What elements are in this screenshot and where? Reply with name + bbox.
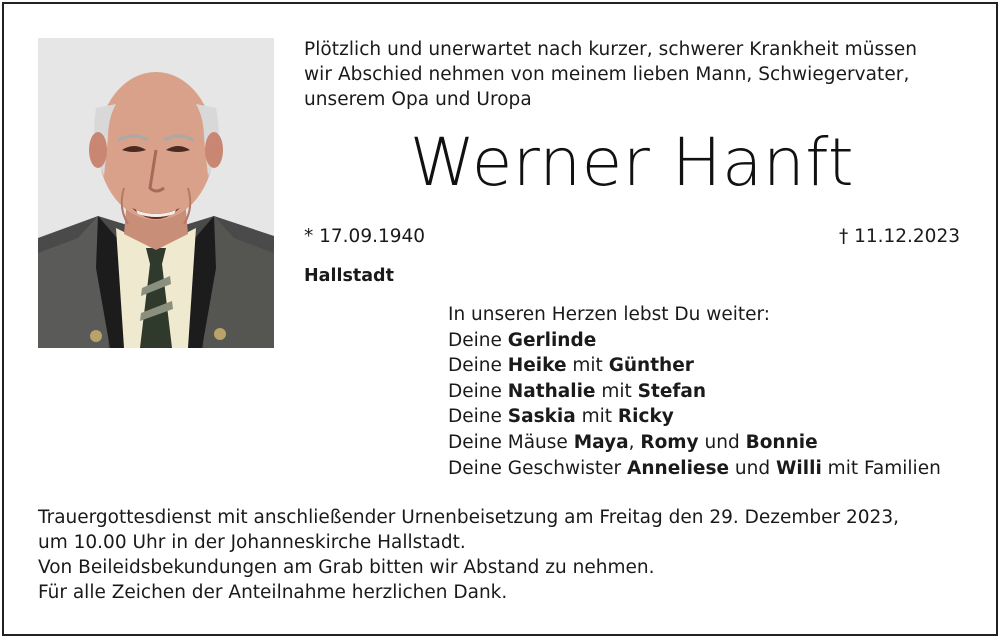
intro-text bbox=[304, 37, 974, 112]
intro-line: unserem Opa und Uropa bbox=[304, 89, 532, 110]
mourner-name: Stefan bbox=[637, 380, 707, 402]
mourner-prefix: Deine bbox=[448, 329, 508, 351]
mourner-name: Maya bbox=[573, 431, 629, 453]
mourner-name: Ricky bbox=[617, 406, 674, 428]
mourner-name: Anneliese bbox=[627, 457, 730, 479]
mourner-prefix: Deine bbox=[448, 380, 508, 402]
death-date: † 11.12.2023 bbox=[838, 226, 960, 247]
mourner-suffix: mit Familien bbox=[821, 457, 941, 479]
mourner-join: und bbox=[698, 431, 746, 453]
mourner-prefix: Deine bbox=[448, 355, 508, 377]
mourner-join: mit bbox=[566, 355, 609, 377]
mourner-name: Bonnie bbox=[745, 431, 818, 453]
mourner-prefix: Deine Geschwister bbox=[448, 457, 628, 479]
mourner-name: Romy bbox=[640, 431, 699, 453]
mourner-line bbox=[448, 353, 988, 379]
service-info bbox=[38, 505, 978, 605]
mourner-join: mit bbox=[575, 406, 618, 428]
mourners-list bbox=[448, 302, 988, 481]
mourner-name: Willi bbox=[776, 457, 822, 479]
mourner-name: Heike bbox=[507, 355, 567, 377]
mourner-name: Günther bbox=[608, 355, 694, 377]
mourner-name: Saskia bbox=[507, 406, 576, 428]
mourner-line bbox=[448, 328, 988, 354]
intro-line: Plötzlich und unerwartet nach kurzer, schwerer Krankheit müssen bbox=[304, 39, 918, 60]
mourner-line bbox=[448, 404, 988, 430]
mourners-heading: In unseren Herzen lebst Du weiter: bbox=[448, 304, 771, 325]
deceased-name: Werner Hanft bbox=[409, 124, 855, 201]
mourner-join: , bbox=[628, 431, 641, 453]
mourner-join: und bbox=[729, 457, 777, 479]
mourner-prefix: Deine bbox=[448, 406, 508, 428]
footer-line: Von Beileidsbekundungen am Grab bitten wir Abstand zu nehmen. bbox=[38, 557, 655, 578]
mourner-line bbox=[448, 430, 988, 456]
mourner-name: Nathalie bbox=[507, 380, 596, 402]
footer-line: um 10.00 Uhr in der Johanneskirche Hallstadt. bbox=[38, 532, 466, 553]
footer-line: Für alle Zeichen der Anteilnahme herzlichen Dank. bbox=[38, 582, 508, 603]
mourner-line bbox=[448, 379, 988, 405]
mourner-name: Gerlinde bbox=[507, 329, 597, 351]
mourner-line bbox=[448, 456, 988, 482]
mourner-join: mit bbox=[595, 380, 638, 402]
mourner-prefix: Deine Mäuse bbox=[448, 431, 574, 453]
intro-line: wir Abschied nehmen von meinem lieben Mann, Schwiegervater, bbox=[304, 64, 910, 85]
birth-date: * 17.09.1940 bbox=[304, 226, 426, 247]
place-name: Hallstadt bbox=[304, 266, 394, 286]
footer-line: Trauergottesdienst mit anschließender Urnenbeisetzung am Freitag den 29. Dezember 2023, bbox=[38, 507, 899, 528]
